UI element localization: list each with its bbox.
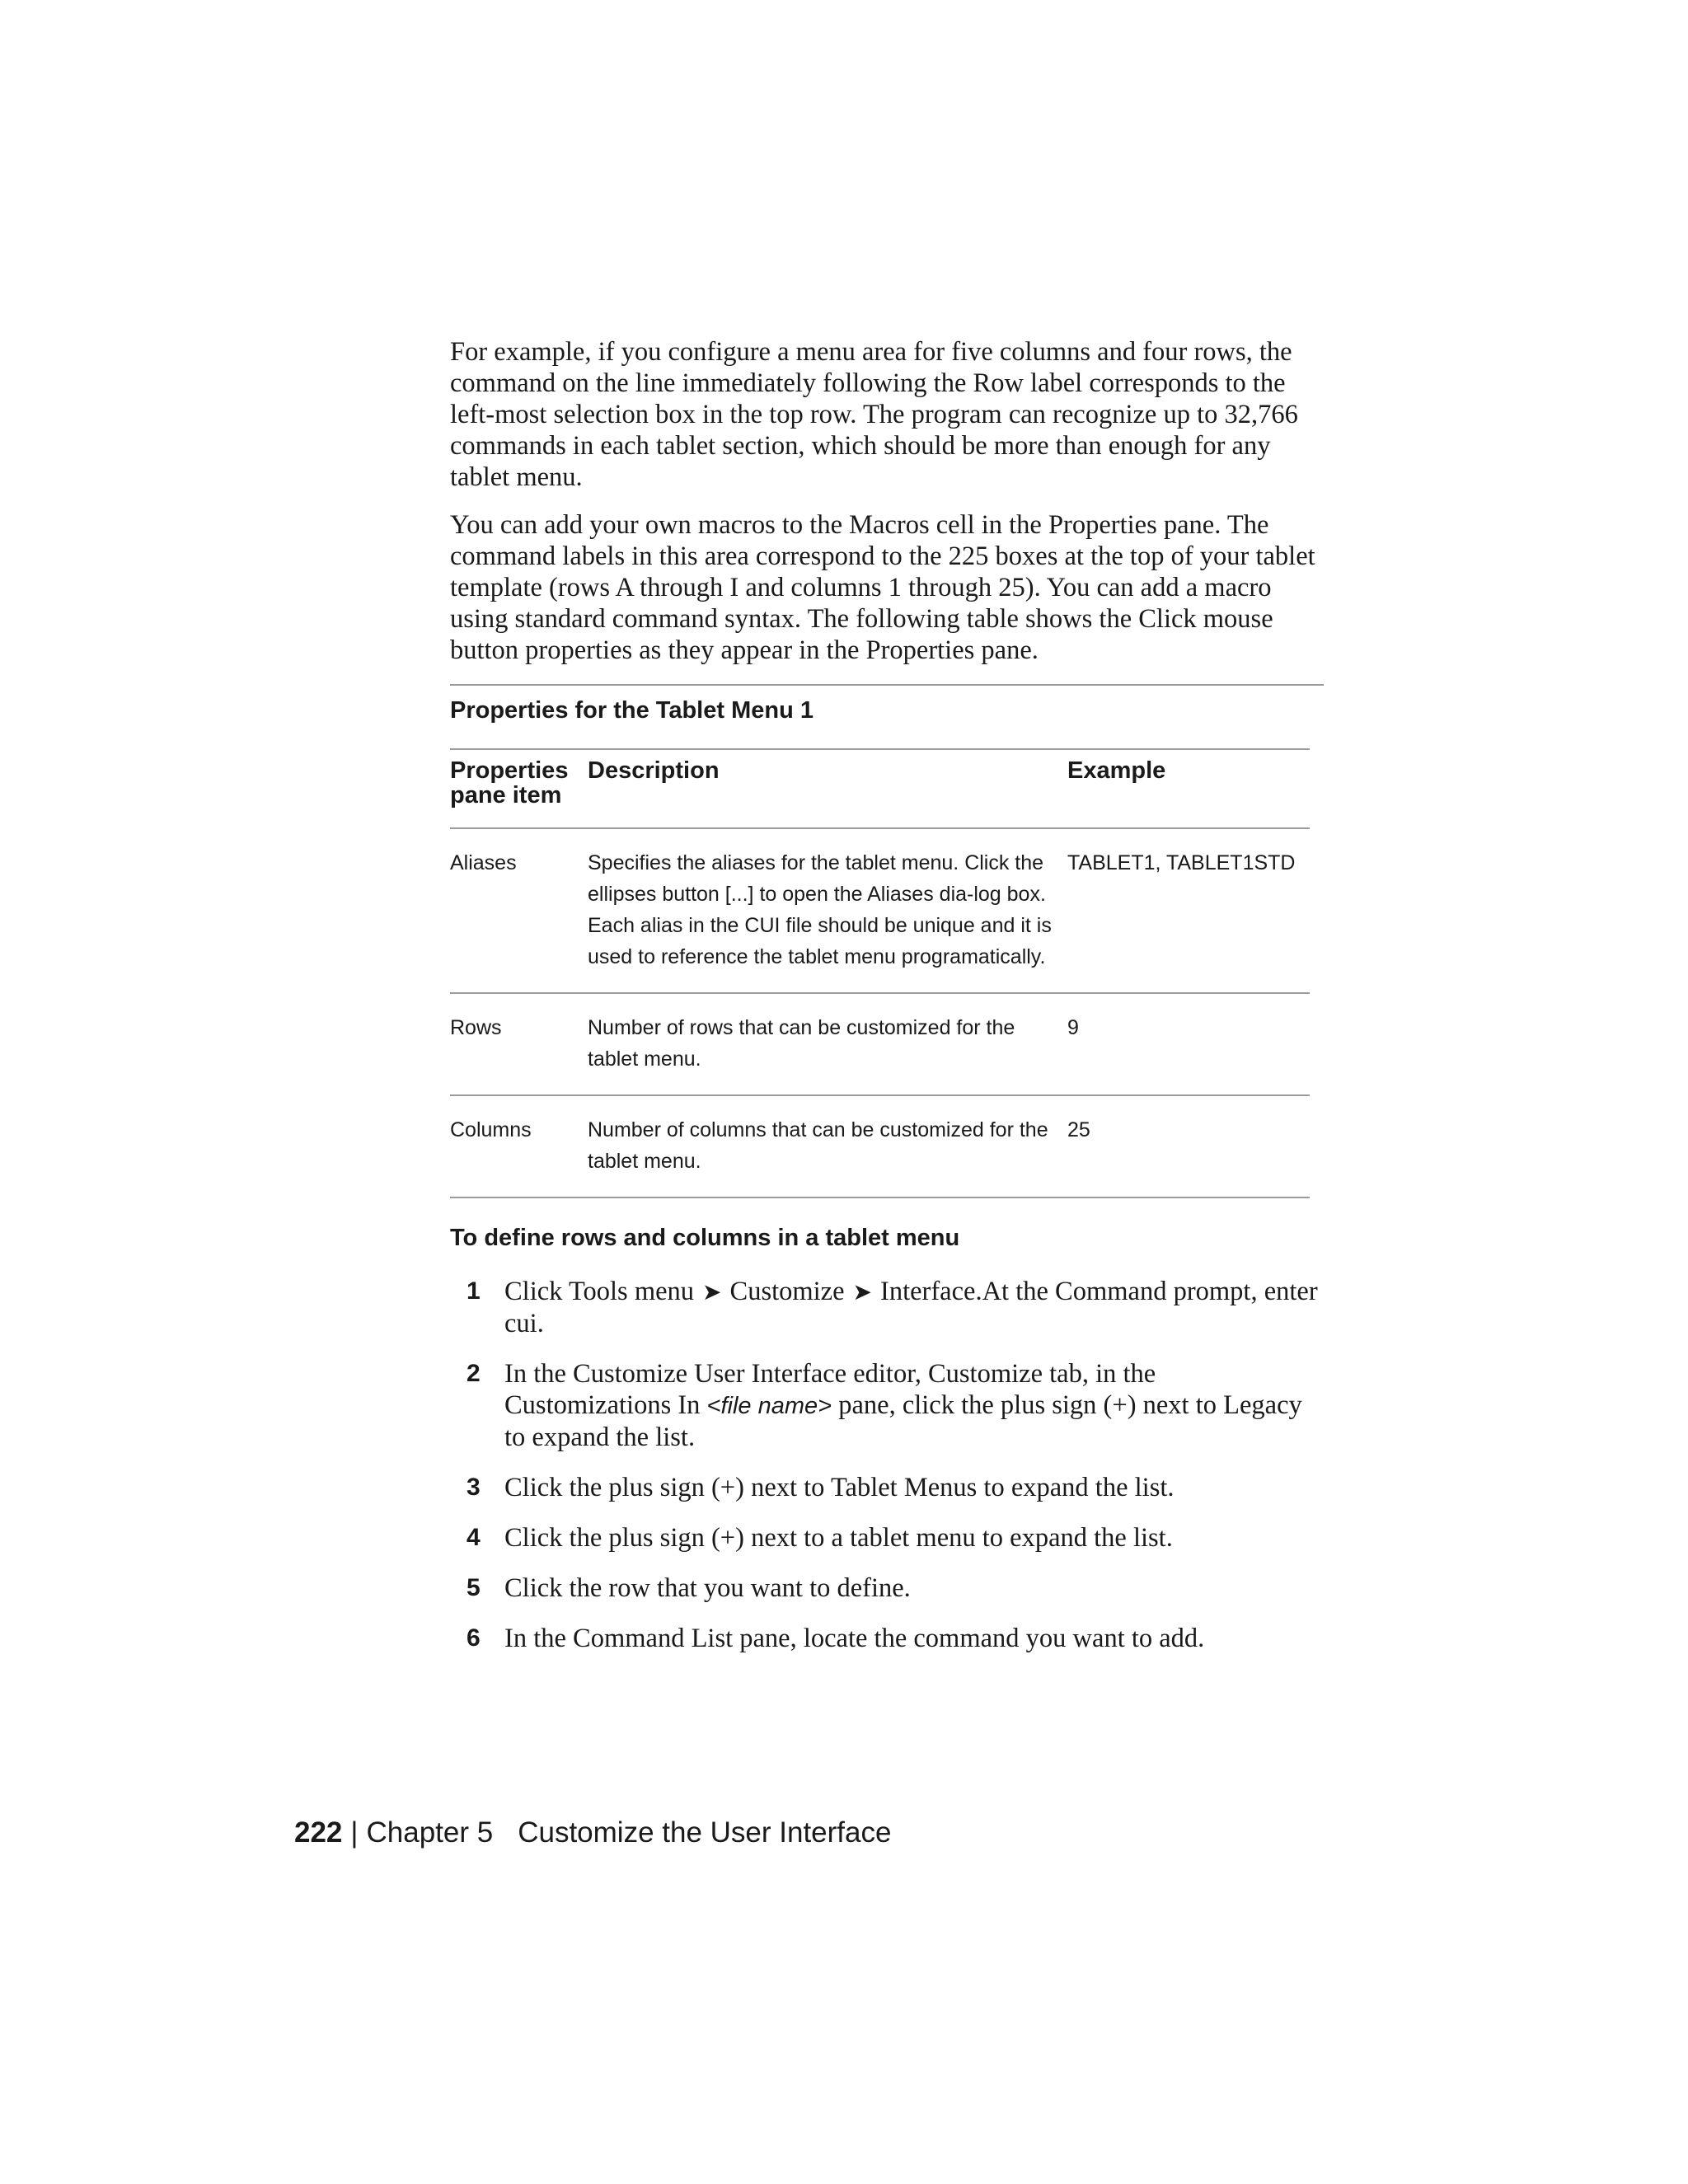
step-number: 5 bbox=[467, 1574, 481, 1601]
cell-example: 9 bbox=[1067, 993, 1310, 1095]
step-number: 1 bbox=[467, 1277, 481, 1305]
step-item bbox=[450, 1623, 1324, 1654]
step-text: Customize bbox=[729, 1277, 845, 1306]
column-header-item: Properties pane item bbox=[450, 749, 588, 828]
step-number: 6 bbox=[467, 1624, 481, 1652]
column-header-example: Example bbox=[1067, 749, 1310, 828]
step-item bbox=[450, 1522, 1324, 1554]
step-text: In the Command List pane, locate the command you want to add. bbox=[504, 1624, 1205, 1653]
step-item bbox=[450, 1472, 1324, 1503]
page-number: 222 bbox=[294, 1816, 343, 1849]
table-header-row bbox=[450, 749, 1310, 828]
cell-item: Columns bbox=[450, 1095, 588, 1197]
body-paragraph-1: For example, if you configure a menu area for five columns and four rows, the command on the line immediately following the Row label corresponds to the left-most selection box in the top row. The program can recognize up to 32,766 commands in each tablet section, which should be more than enough for any tablet menu. bbox=[450, 337, 1298, 492]
file-name-placeholder: <file name> bbox=[706, 1393, 832, 1419]
step-text: Interface.At the Command prompt, enter cui. bbox=[504, 1277, 1318, 1338]
page-footer bbox=[294, 1815, 891, 1851]
step-item bbox=[450, 1358, 1324, 1453]
procedure-steps bbox=[450, 1276, 1324, 1654]
step-item bbox=[450, 1572, 1324, 1604]
table-title-rule bbox=[450, 684, 1324, 686]
footer-chapter-title: Customize the User Interface bbox=[518, 1816, 892, 1849]
menu-arrow-icon: ➤ bbox=[852, 1278, 872, 1305]
table-row bbox=[450, 1095, 1310, 1197]
table-row bbox=[450, 828, 1310, 993]
cell-item: Aliases bbox=[450, 828, 588, 993]
step-text: Click Tools menu bbox=[504, 1277, 695, 1306]
step-number: 4 bbox=[467, 1524, 481, 1551]
properties-table bbox=[450, 748, 1310, 1198]
table-row bbox=[450, 993, 1310, 1095]
cell-description: Number of columns that can be customized for the tablet menu. bbox=[588, 1095, 1067, 1197]
body-paragraph-2: You can add your own macros to the Macros cell in the Properties pane. The command labels in this area correspond to the 225 boxes at the top of your tablet template (rows A through I and columns 1 through 25). You can add a macro using standard command syntax. The following table shows the Click mouse button properties as they appear in the Properties pane. bbox=[450, 510, 1315, 665]
step-text: Click the plus sign (+) next to Tablet Menus to expand the list. bbox=[504, 1473, 1175, 1502]
cell-example: 25 bbox=[1067, 1095, 1310, 1197]
step-text: pane, click the plus sign (+) next to Legacy to expand the list. bbox=[504, 1390, 1302, 1452]
step-item bbox=[450, 1276, 1324, 1339]
procedure-title: To define rows and columns in a tablet menu bbox=[450, 1225, 960, 1251]
column-header-description: Description bbox=[588, 749, 1067, 828]
page-content bbox=[450, 336, 1324, 1673]
menu-arrow-icon: ➤ bbox=[702, 1278, 722, 1305]
footer-separator: | bbox=[350, 1816, 359, 1849]
step-text: Click the row that you want to define. bbox=[504, 1573, 911, 1603]
step-number: 3 bbox=[467, 1474, 481, 1501]
table-title: Properties for the Tablet Menu 1 bbox=[450, 697, 814, 724]
step-text: In the Customize User Interface editor, Customize tab, in the Customizations In bbox=[504, 1359, 1156, 1420]
step-text: Click the plus sign (+) next to a tablet menu to expand the list. bbox=[504, 1523, 1173, 1553]
cell-description: Number of rows that can be customized for the tablet menu. bbox=[588, 993, 1067, 1095]
footer-chapter: Chapter 5 bbox=[366, 1816, 494, 1849]
cell-description: Specifies the aliases for the tablet menu. Click the ellipses button [...] to open the Aliases dia-log box. Each alias in the CUI file should be unique and it is used to reference the tablet menu programatically. bbox=[588, 828, 1067, 993]
cell-example: TABLET1, TABLET1STD bbox=[1067, 828, 1310, 993]
cell-item: Rows bbox=[450, 993, 588, 1095]
step-number: 2 bbox=[467, 1360, 481, 1387]
